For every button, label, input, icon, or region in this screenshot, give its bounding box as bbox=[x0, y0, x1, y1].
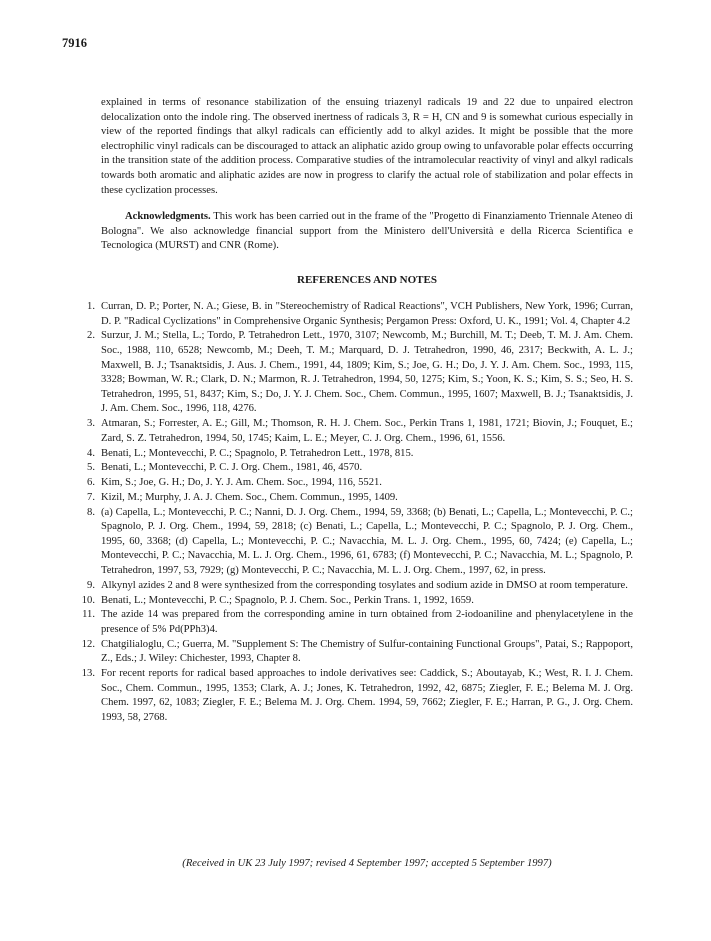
reference-text: Kim, S.; Joe, G. H.; Do, J. Y. J. Am. Chem. Soc., 1994, 116, 5521. bbox=[101, 477, 382, 489]
reference-item bbox=[81, 667, 633, 725]
reference-item bbox=[87, 579, 633, 594]
reference-number: 8. bbox=[87, 506, 95, 518]
reference-item bbox=[87, 447, 633, 462]
reference-number: 6. bbox=[87, 477, 95, 489]
page-number: 7916 bbox=[62, 36, 87, 50]
acknowledgments-label: Acknowledgments. bbox=[125, 211, 211, 222]
reference-number: 11. bbox=[82, 609, 95, 621]
reference-item bbox=[81, 638, 633, 667]
reference-item bbox=[81, 594, 633, 609]
reference-text: (a) Capella, L.; Montevecchi, P. C.; Nanni, D. J. Org. Chem., 1994, 59, 3368; (b) Benati, L.; Capella, L.; Montevecchi, P. C.; Spagnolo, P. J. Org. Chem., 1994, 59, 2818; (c) Benati, L.; Capella, L.; Montevecchi, P. C.; Spagnolo, P. J. Org. Chem., 1995, 60, 3368; (d) Capella, L.; Montevecchi, P. C.; Navacchia, M. L. J. Org. Chem., 1995, 60, 7424; (e) Capella, L.; Montevecchi, P. C.; Navacchia, M. L. J. Org. Chem., 1996, 61, 6783; (f) Montevecchi, P. C.; Navacchia, M. L.; Spagnolo, P. Tetrahedron, 1997, 53, 7929; (g) Montevecchi, P. C.; Navacchia, M. L. J. Org. Chem., 1997, 62, in press. bbox=[101, 506, 633, 576]
reference-number: 1. bbox=[87, 301, 95, 312]
reference-text: Curran, D. P.; Porter, N. A.; Giese, B. in "Stereochemistry of Radical Reactions", VCH Publishers, New York, 1996; Curran, D. P. "Radical Cyclizations" in Comprehensive Organic Synthesis; Pergamon Press: Oxford, U. K., 1991; Vol. 4, Chapter 4.2 bbox=[101, 301, 633, 327]
references-heading: REFERENCES AND NOTES bbox=[297, 274, 437, 286]
references-list bbox=[81, 300, 633, 726]
reference-item bbox=[87, 506, 633, 579]
reference-number: 4. bbox=[87, 447, 95, 459]
reference-item bbox=[87, 476, 633, 491]
reference-text: Benati, L.; Montevecchi, P. C.; Spagnolo, P. Tetrahedron Lett., 1978, 815. bbox=[101, 447, 414, 459]
reference-item bbox=[82, 608, 633, 637]
reference-text: The azide 14 was prepared from the corresponding amine in turn obtained from 2-iodoaniline and phenylacetylene in the presence of 5% Pd(PPh3)4. bbox=[101, 609, 633, 635]
reference-text: For recent reports for radical based approaches to indole derivatives see: Caddick, S.; Aboutayab, K.; West, R. I. J. Chem. Soc., Chem. Commun., 1995, 1353; Clark, A. J.; Jones, K. Tetrahedron, 1992, 42, 6875; Ziegler, F. E.; Belema M. J. Org. Chem. 1997, 62, 1083; Ziegler, F. E.; Belema M. J. Org. Chem. 1994, 59, 7662; Ziegler, F. E.; Harran, P. G., J. Org. Chem. 1993, 58, 2768. bbox=[101, 668, 633, 723]
reference-text: Chatgilialoglu, C.; Guerra, M. "Supplement S: The Chemistry of Sulfur-containing Functional Groups", Patai, S.; Rappoport, Z., Eds.; J. Wiley: Chichester, 1993, Chapter 8. bbox=[101, 638, 633, 665]
body-paragraph: explained in terms of resonance stabilization of the ensuing triazenyl radicals 19 and 22 due to unpaired electron delocalization onto the indole ring. The observed inertness of radicals 3, R = H, CN and 9 is somewhat curious especially in view of the reported findings that alkyl radicals can efficiently add to alkyl azides. It might be possible that the more electrophilic vinyl radicals can be discouraged to attack an aliphatic azido group owing to unfavorable polar effects occurring in the transition state of the addition process. Comparative studies of the intramolecular reactivity of vinyl and alkyl radicals towards both aromatic and aliphatic azides are now in progress to clarify the actual role of stabilization and polar effects in these cyclization processes. bbox=[101, 97, 633, 196]
reference-number: 13. bbox=[81, 668, 95, 680]
reference-text: Atmaran, S.; Forrester, A. E.; Gill, M.; Thomson, R. H. J. Chem. Soc., Perkin Trans 1, 1981, 1721; Biovin, J.; Fouquet, E.; Zard, S. Z. Tetrahedron, 1994, 50, 1745; Kaim, L. E.; Meyer, C. J. Org. Chem., 1996, 61, 1556. bbox=[101, 418, 633, 444]
reference-number: 5. bbox=[87, 462, 95, 474]
received-dates-note: (Received in UK 23 July 1997; revised 4 September 1997; accepted 5 September 1997) bbox=[182, 858, 552, 869]
acknowledgments-text: This work has been carried out in the frame of the "Progetto di Finanziamento Triennale Ateneo di Bologna". We also acknowledge financial support from the Ministero dell'Università e della Ricerca Scientifica e Tecnologica (MURST) and CNR (Rome). bbox=[101, 211, 633, 252]
reference-item bbox=[87, 417, 633, 446]
reference-text: Surzur, J. M.; Stella, L.; Tordo, P. Tetrahedron Lett., 1970, 3107; Newcomb, M.; Burchill, M. T.; Deeb, T. M. J. Am. Chem. Soc., 1988, 110, 6528; Newcomb, M.; Deeh, T. M.; Marquard, D. J. Tetrahedron, 1990, 46, 2317; Beckwith, A. L. J.; Maxwell, B. J.; Tsanaktsidis, J. Aus. J. Chem., 1991, 44, 1809; Kim, S.; Joe, G. H.; Do, J. Y. J. Am. Chem. Soc., 1993, 115, 3328; Bowman, W. R.; Clark, D. N.; Marmon, R. J. Tetrahedron, 1994, 50, 1275; Kim, S.; Yoon, K. S.; Kim, S. S.; Seo, H. S. Tetrahedron, 1995, 51, 8437; Kim, S.; Do, J. Y. J. Chem. Soc., Chem. Commun., 1995, 1607; Maxwell, B. J.; Tsanaktsidis, J. J. Am. Chem. Soc., 1996, 118, 4276. bbox=[101, 330, 633, 415]
reference-text: Benati, L.; Montevecchi, P. C. J. Org. Chem., 1981, 46, 4570. bbox=[101, 462, 363, 474]
reference-number: 7. bbox=[87, 491, 95, 503]
reference-text: Alkynyl azides 2 and 8 were synthesized from the corresponding tosylates and sodium azide in DMSO at room temperature. bbox=[101, 579, 628, 591]
reference-item bbox=[87, 329, 633, 417]
reference-text: Benati, L.; Montevecchi, P. C.; Spagnolo, P. J. Chem. Soc., Perkin Trans. 1, 1992, 1659. bbox=[101, 594, 474, 606]
reference-number: 10. bbox=[81, 594, 95, 606]
reference-number: 3. bbox=[87, 418, 95, 430]
reference-number: 2. bbox=[87, 330, 95, 342]
reference-item bbox=[87, 491, 633, 506]
reference-item bbox=[87, 461, 633, 476]
acknowledgments-paragraph bbox=[101, 210, 633, 254]
reference-text: Kizil, M.; Murphy, J. A. J. Chem. Soc., Chem. Commun., 1995, 1409. bbox=[101, 491, 398, 503]
reference-number: 12. bbox=[81, 638, 95, 650]
reference-item bbox=[87, 300, 633, 329]
reference-number: 9. bbox=[87, 579, 95, 591]
